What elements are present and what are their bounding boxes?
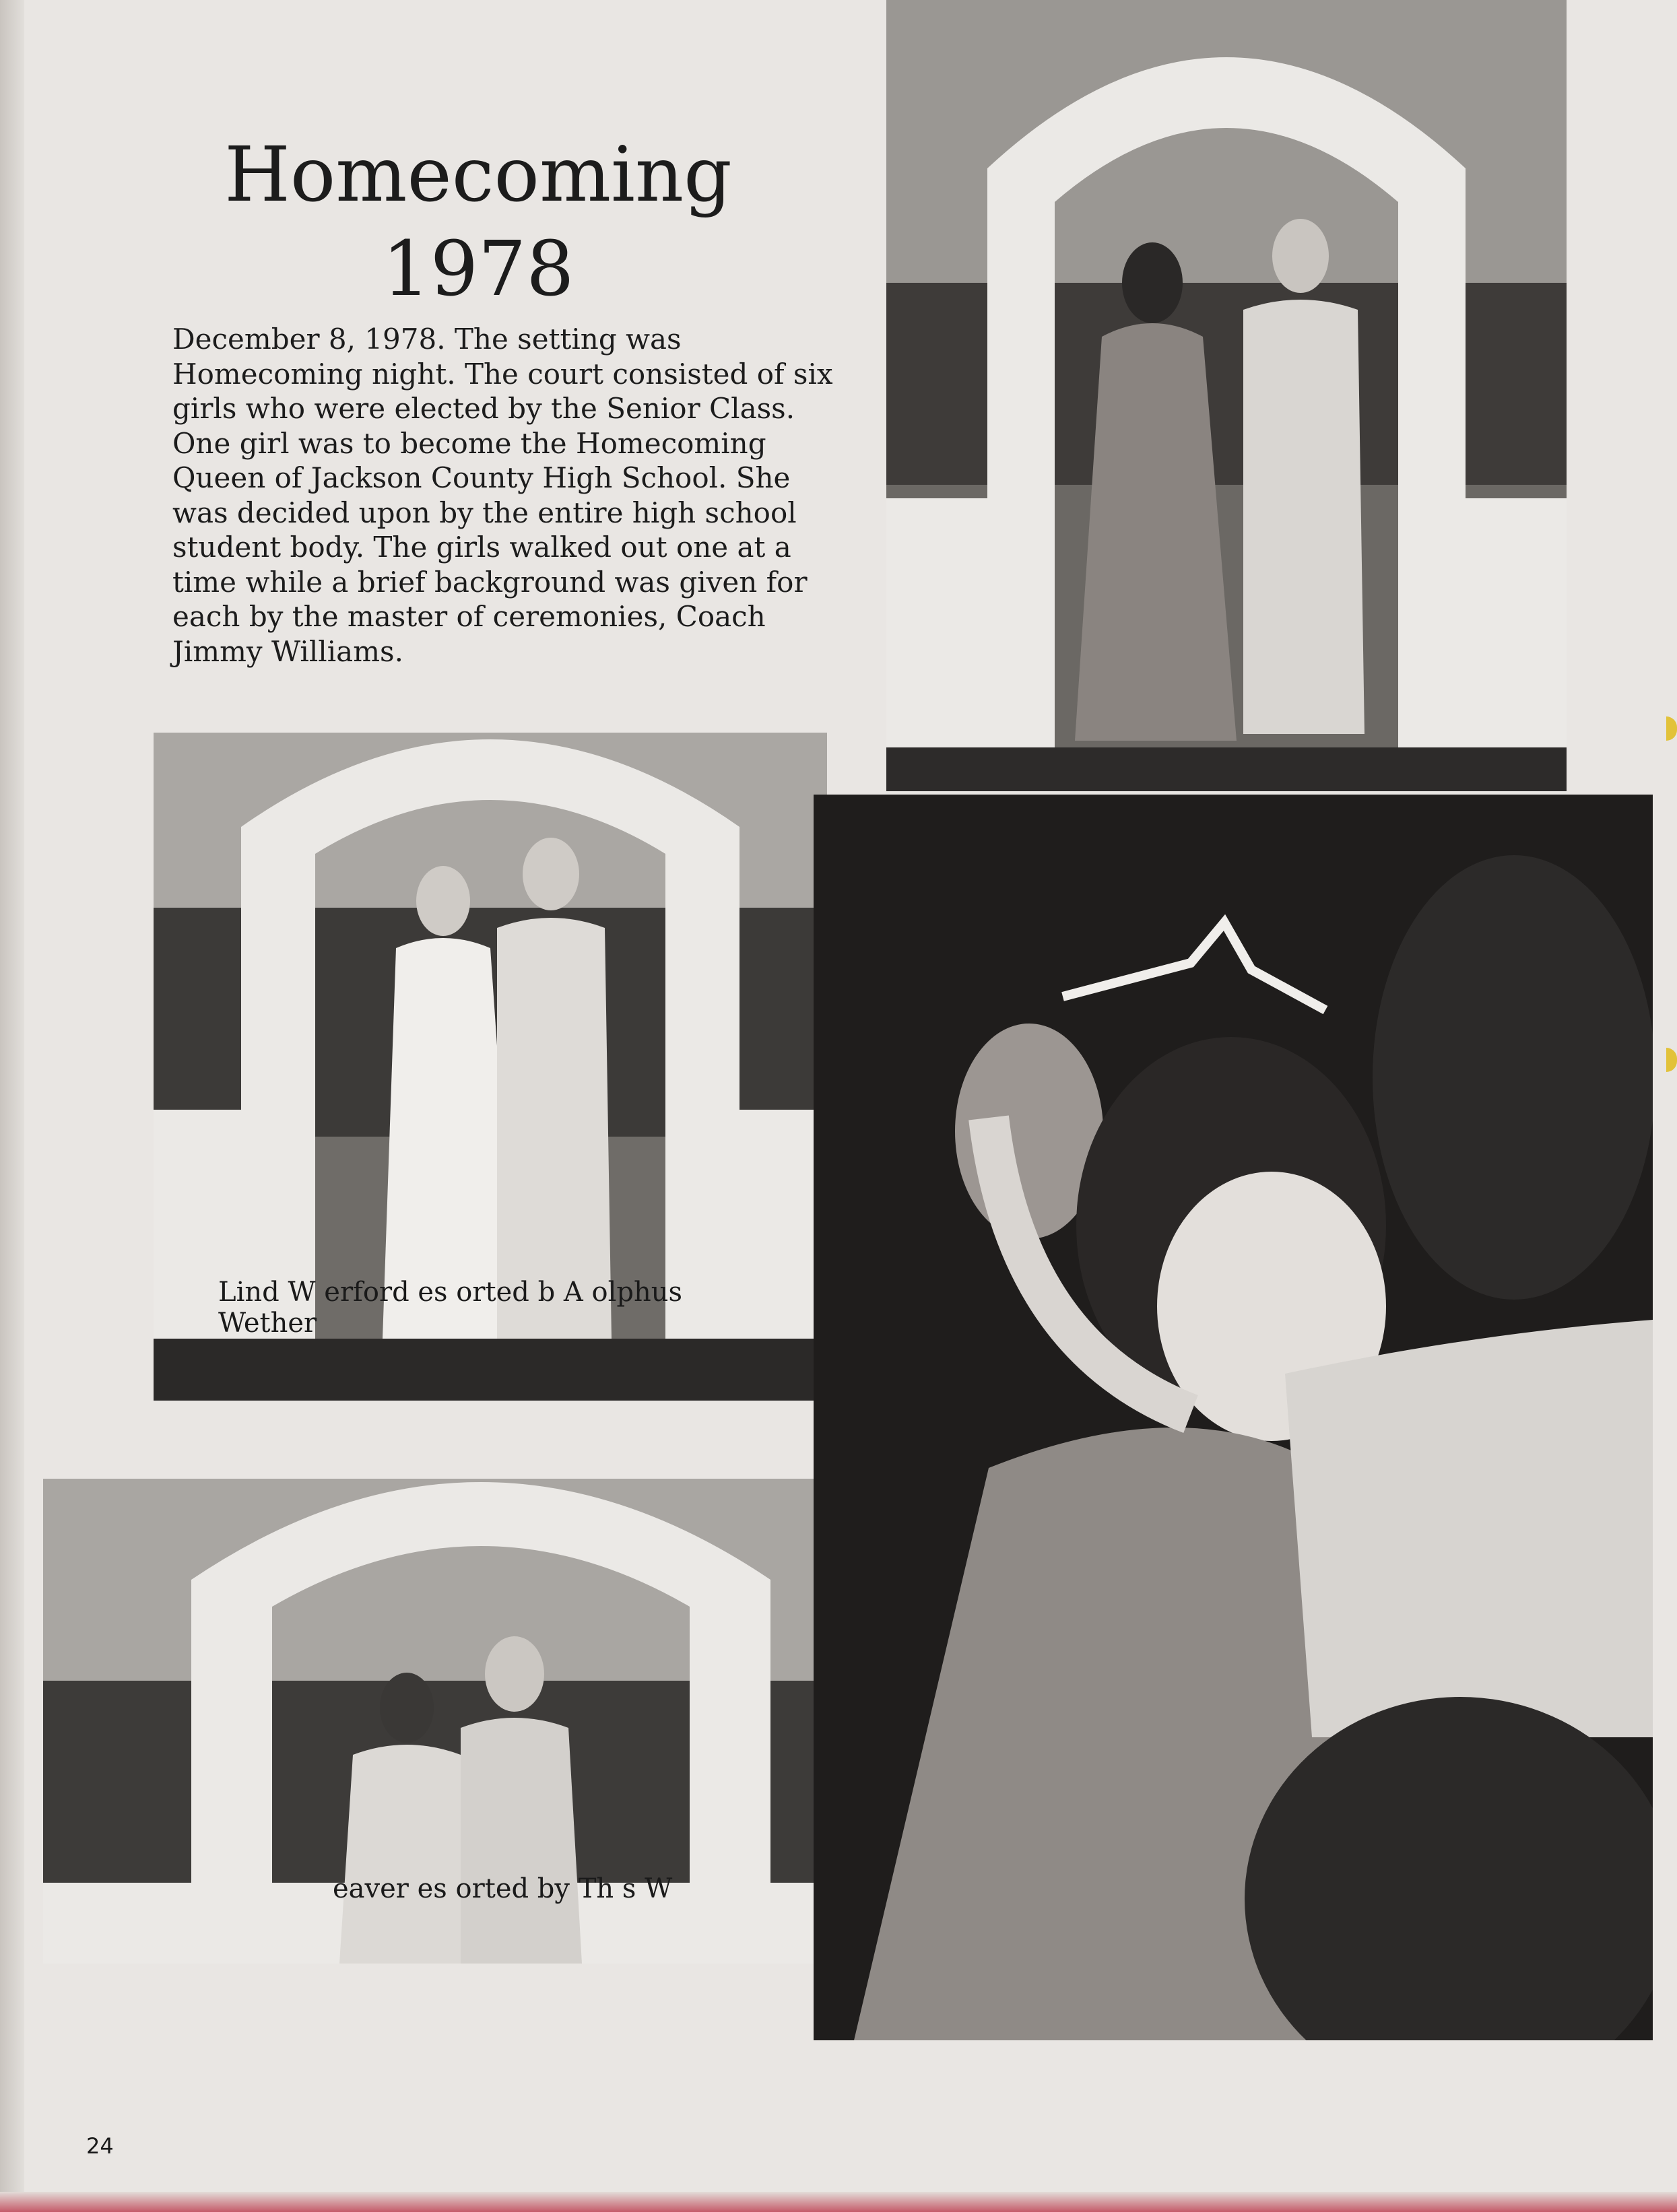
- photo-middle-left: [154, 733, 827, 1401]
- page-bottom-edge: [0, 2192, 1677, 2212]
- photo-middle-left-caption-line-2: Wether: [218, 1308, 317, 1339]
- page-number: 24: [86, 2133, 114, 2159]
- intro-paragraph: December 8, 1978. The setting was Homecoming night. The court consisted of six girls who were elected by the Senior Class. One girl was to become the Homecoming Queen of Jackson County High School. She was decided upon by the entire high school student body. The girls walked out one at a time while a brief background was given for each by the master of ceremonies, Coach Jimmy Williams.: [172, 323, 833, 668]
- page-title: [155, 128, 801, 316]
- photo-bottom-left-caption: eaver es orted by Th s W: [333, 1873, 673, 1904]
- title-line-1: Homecoming: [224, 131, 732, 219]
- binder-tab-lower: [1666, 1048, 1677, 1072]
- photo-bottom-left: [43, 1479, 921, 1964]
- photo-top-right-image: [886, 0, 1567, 875]
- photo-crowning: [814, 795, 1653, 2040]
- title-line-2: 1978: [382, 226, 574, 313]
- photo-top-right: [886, 0, 1567, 875]
- photo-middle-left-caption-line-1: Lind W erford es orted b A olphus: [218, 1277, 683, 1308]
- photo-crowning-image: [814, 795, 1653, 2040]
- binder-tab-upper: [1666, 716, 1677, 741]
- page-binding-edge: [0, 0, 24, 2212]
